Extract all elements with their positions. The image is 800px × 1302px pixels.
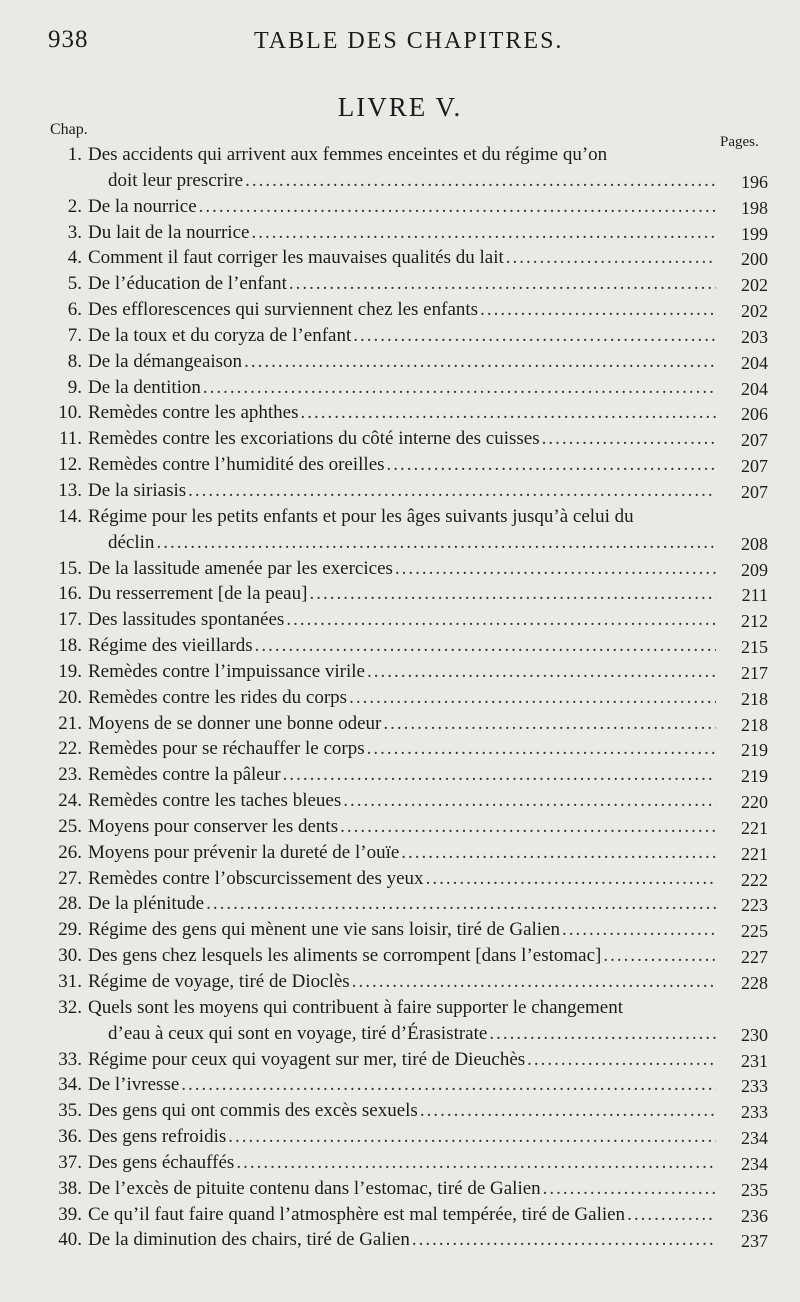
dot-leader xyxy=(188,478,716,504)
dot-leader xyxy=(420,1098,716,1124)
chapter-title: Remèdes contre les excoriations du côté interne des cuisses xyxy=(88,428,540,450)
dot-leader xyxy=(387,452,716,478)
toc-entry xyxy=(40,814,768,840)
dot-leader xyxy=(203,375,716,401)
toc-entry xyxy=(40,995,768,1047)
chapter-title-first-line: Des accidents qui arrivent aux femmes enceintes et du régime qu’on xyxy=(88,144,608,165)
toc-entry xyxy=(40,194,768,220)
pages-column-label: Pages. xyxy=(720,134,759,150)
dot-leader xyxy=(542,426,716,452)
page-reference: 211 xyxy=(741,585,768,606)
page-reference: 198 xyxy=(741,197,768,218)
chapter-title: Moyens pour prévenir la dureté de l’ouïe xyxy=(88,841,400,863)
toc-entry xyxy=(40,297,768,323)
chapter-title: De la toux et du coryza de l’enfant xyxy=(88,324,352,346)
toc-entry xyxy=(40,220,768,246)
running-head xyxy=(48,26,780,60)
chapter-title-first-line: Régime pour les petits enfants et pour les âges suivants jusqu’à celui du xyxy=(88,505,634,527)
chapter-title: De la démangeaison xyxy=(88,350,243,372)
dot-leader xyxy=(401,840,716,866)
chapter-title: De la siriasis xyxy=(88,479,187,501)
chapter-number: 17. xyxy=(58,609,82,631)
chapter-title: Remèdes contre la pâleur xyxy=(88,764,281,786)
chapter-number: 4. xyxy=(67,247,82,269)
toc-entry xyxy=(40,866,768,892)
page-reference: 222 xyxy=(741,869,768,890)
page-reference: 207 xyxy=(741,481,768,502)
toc-entry xyxy=(40,1176,768,1202)
dot-leader xyxy=(228,1124,716,1150)
page-reference: 228 xyxy=(741,973,768,993)
chapter-title: Régime de voyage, tiré de Dioclès xyxy=(88,971,350,992)
page-reference: 223 xyxy=(741,895,768,916)
toc-entry xyxy=(40,891,768,917)
chapter-title: déclin xyxy=(108,531,155,553)
page-reference: 236 xyxy=(741,1205,768,1226)
chapter-column-label: Chap. xyxy=(50,121,88,138)
chapter-number: 6. xyxy=(67,299,82,321)
chapter-number: 9. xyxy=(67,376,82,398)
chapter-title: doit leur prescrire xyxy=(108,169,244,191)
dot-leader xyxy=(562,917,716,943)
chapter-title: Des lassitudes spontanées xyxy=(88,609,285,631)
chapter-number: 2. xyxy=(67,195,82,217)
chapter-number: 16. xyxy=(58,583,82,605)
chapter-number: 34. xyxy=(58,1074,82,1096)
chapter-title: Régime des gens qui mènent une vie sans loisir, tiré de Galien xyxy=(88,919,561,941)
chapter-number: 7. xyxy=(67,324,82,346)
dot-leader xyxy=(603,943,716,969)
page-reference: 234 xyxy=(741,1153,768,1174)
page-reference: 220 xyxy=(741,792,768,813)
page-reference: 221 xyxy=(741,817,768,838)
dot-leader xyxy=(543,1176,716,1202)
page-reference: 206 xyxy=(741,404,768,425)
chapter-number: 38. xyxy=(58,1177,82,1199)
page-reference: 215 xyxy=(741,637,768,658)
dot-leader xyxy=(245,168,716,194)
page-reference: 235 xyxy=(741,1179,768,1200)
chapter-title-first-line: Quels sont les moyens qui contribuent à faire supporter le changement xyxy=(88,996,624,1018)
page-reference: 230 xyxy=(741,1024,768,1045)
dot-leader xyxy=(367,736,716,762)
dot-leader xyxy=(283,762,716,788)
page-reference: 234 xyxy=(741,1128,768,1149)
chapter-title: Remèdes pour se réchauffer le corps xyxy=(88,738,365,760)
toc-entry xyxy=(40,504,768,556)
chapter-number: 23. xyxy=(58,764,82,786)
dot-leader xyxy=(286,607,716,633)
dot-leader xyxy=(527,1047,716,1073)
chapter-number: 35. xyxy=(58,1100,82,1122)
page-reference: 218 xyxy=(741,714,768,735)
dot-leader xyxy=(489,1021,716,1047)
chapter-title: De la diminution des chairs, tiré de Galien xyxy=(88,1229,410,1251)
chapter-number: 10. xyxy=(58,402,82,424)
chapter-title: Moyens pour conserver les dents xyxy=(88,815,339,837)
chapter-number: 24. xyxy=(58,790,82,812)
chapter-title: Des gens échauffés xyxy=(88,1151,235,1173)
chapter-title: De la plénitude xyxy=(88,893,205,915)
chapter-title: De l’ivresse xyxy=(88,1074,180,1096)
page-reference: 237 xyxy=(741,1231,768,1252)
dot-leader xyxy=(206,891,716,917)
chapter-number: 1. xyxy=(67,144,82,165)
dot-leader xyxy=(343,788,716,814)
chapter-number: 5. xyxy=(67,273,82,295)
toc-entry xyxy=(40,840,768,866)
page-reference: 203 xyxy=(741,326,768,347)
chapter-title: Du resserrement [de la peau] xyxy=(88,583,308,605)
chapter-title: Remèdes contre les rides du corps xyxy=(88,686,348,708)
toc-entry xyxy=(40,1150,768,1176)
dot-leader xyxy=(255,633,716,659)
chapter-number: 3. xyxy=(67,221,82,243)
chapter-number: 19. xyxy=(58,660,82,682)
chapter-title: Des gens refroidis xyxy=(88,1126,227,1148)
chapter-title: Remèdes contre les aphthes xyxy=(88,402,299,424)
page-reference: 207 xyxy=(741,456,768,477)
page-reference: 204 xyxy=(741,378,768,399)
dot-leader xyxy=(383,711,716,737)
dot-leader xyxy=(199,194,716,220)
toc-entry xyxy=(40,1098,768,1124)
chapter-title: Remèdes contre les taches bleues xyxy=(88,790,342,812)
page-reference: 202 xyxy=(741,301,768,322)
chapter-number: 37. xyxy=(58,1151,82,1173)
toc-entry xyxy=(40,1047,768,1073)
chapter-number: 13. xyxy=(58,479,82,501)
toc-entry xyxy=(40,685,768,711)
toc-entry xyxy=(40,607,768,633)
toc-entry xyxy=(40,478,768,504)
chapter-number: 14. xyxy=(58,505,82,527)
toc-entry xyxy=(40,943,768,969)
page-reference: 212 xyxy=(741,611,768,632)
toc-entry xyxy=(40,323,768,349)
toc-entry xyxy=(40,556,768,582)
page-reference: 227 xyxy=(741,947,768,968)
chapter-number: 18. xyxy=(58,635,82,657)
toc-entry xyxy=(40,1124,768,1150)
toc-entry xyxy=(40,1202,768,1228)
toc-entry xyxy=(40,1072,768,1098)
chapter-title: Remèdes contre l’obscurcissement des yeux xyxy=(88,867,424,889)
toc-entry xyxy=(40,375,768,401)
chapter-title: Régime pour ceux qui voyagent sur mer, tiré de Dieuchès xyxy=(88,1048,526,1070)
toc-entry xyxy=(40,271,768,297)
book-heading: LIVRE V. xyxy=(337,92,463,122)
page-reference: 219 xyxy=(741,740,768,761)
toc-entry xyxy=(40,142,768,194)
dot-leader xyxy=(181,1072,716,1098)
toc-entry xyxy=(40,400,768,426)
dot-leader xyxy=(289,271,716,297)
page-number: 938 xyxy=(48,26,89,53)
page-reference: 196 xyxy=(741,171,768,192)
page-reference: 221 xyxy=(741,843,768,864)
chapter-number: 40. xyxy=(58,1229,82,1251)
toc-entry xyxy=(40,452,768,478)
chapter-title: Remèdes contre l’humidité des oreilles xyxy=(88,454,385,476)
dot-leader xyxy=(480,297,716,323)
chapter-title: De la dentition xyxy=(88,376,201,398)
chapter-title: De la lassitude amenée par les exercices xyxy=(88,557,393,579)
page-reference: 202 xyxy=(741,275,768,296)
chapter-number: 11. xyxy=(58,428,82,450)
dot-leader xyxy=(156,530,716,556)
chapter-number: 39. xyxy=(58,1203,82,1225)
dot-leader xyxy=(412,1227,716,1253)
page-reference: 209 xyxy=(741,559,768,580)
page-reference: 233 xyxy=(741,1076,768,1097)
chapter-number: 8. xyxy=(67,350,82,372)
dot-leader xyxy=(244,349,716,375)
dot-leader xyxy=(236,1150,716,1176)
chapter-number: 30. xyxy=(58,945,82,967)
dot-leader xyxy=(395,556,716,582)
page-reference: 208 xyxy=(741,533,768,554)
page-reference: 233 xyxy=(741,1102,768,1123)
dot-leader xyxy=(340,814,716,840)
chapter-number: 12. xyxy=(58,454,82,476)
chapter-number: 31. xyxy=(58,971,82,992)
toc-entry xyxy=(40,788,768,814)
toc-entry xyxy=(40,659,768,685)
chapter-title: De la nourrice xyxy=(88,195,197,217)
page-reference: 217 xyxy=(741,662,768,683)
chapter-title: Remèdes contre l’impuissance virile xyxy=(88,660,365,682)
page-reference: 219 xyxy=(741,766,768,787)
table-of-contents xyxy=(40,142,768,1253)
chapter-title: Des efflorescences qui surviennent chez les enfants xyxy=(88,299,479,321)
toc-entry xyxy=(40,633,768,659)
chapter-number: 27. xyxy=(58,867,82,889)
chapter-number: 33. xyxy=(58,1048,82,1070)
chapter-title: Régime des vieillards xyxy=(88,635,253,657)
dot-leader xyxy=(367,659,716,685)
chapter-number: 32. xyxy=(58,996,82,1018)
chapter-number: 22. xyxy=(58,738,82,760)
chapter-title: De l’excès de pituite contenu dans l’estomac, tiré de Galien xyxy=(88,1177,541,1199)
dot-leader xyxy=(627,1202,716,1228)
dot-leader xyxy=(352,969,716,995)
dot-leader xyxy=(251,220,716,246)
chapter-title: Des gens qui ont commis des excès sexuels xyxy=(88,1100,418,1122)
chapter-title: Des gens chez lesquels les aliments se corrompent [dans l’estomac] xyxy=(88,945,602,967)
chapter-title: Du lait de la nourrice xyxy=(88,221,250,243)
page-reference: 218 xyxy=(741,688,768,709)
dot-leader xyxy=(506,245,716,271)
toc-entry xyxy=(40,581,768,607)
chapter-number: 15. xyxy=(58,557,82,579)
chapter-number: 36. xyxy=(58,1126,82,1148)
page-reference: 204 xyxy=(741,352,768,373)
page-reference: 207 xyxy=(741,430,768,451)
chapter-title: Comment il faut corriger les mauvaises qualités du lait xyxy=(88,247,504,269)
toc-entry xyxy=(40,762,768,788)
dot-leader xyxy=(349,685,716,711)
chapter-title: De l’éducation de l’enfant xyxy=(88,273,287,295)
chapter-number: 20. xyxy=(58,686,82,708)
chapter-number: 28. xyxy=(58,893,82,915)
dot-leader xyxy=(309,581,716,607)
toc-entry xyxy=(40,969,768,995)
page-reference: 199 xyxy=(741,223,768,244)
chapter-title: d’eau à ceux qui sont en voyage, tiré d’Érasistrate xyxy=(108,1022,488,1044)
chapter-number: 25. xyxy=(58,815,82,837)
dot-leader xyxy=(301,400,716,426)
dot-leader xyxy=(426,866,716,892)
running-title: TABLE DES CHAPITRES. xyxy=(254,28,564,54)
chapter-number: 29. xyxy=(58,919,82,941)
toc-entry xyxy=(40,711,768,737)
page-reference: 200 xyxy=(741,249,768,270)
toc-entry xyxy=(40,917,768,943)
toc-entry xyxy=(40,349,768,375)
toc-entry xyxy=(40,426,768,452)
toc-entry xyxy=(40,736,768,762)
chapter-number: 21. xyxy=(58,712,82,734)
dot-leader xyxy=(353,323,716,349)
toc-entry xyxy=(40,245,768,271)
chapter-title: Ce qu’il faut faire quand l’atmosphère est mal tempérée, tiré de Galien xyxy=(88,1203,626,1225)
page-reference: 231 xyxy=(741,1050,768,1071)
page-reference: 225 xyxy=(741,921,768,942)
chapter-title: Moyens de se donner une bonne odeur xyxy=(88,712,382,734)
toc-entry xyxy=(40,1227,768,1253)
chapter-number: 26. xyxy=(58,841,82,863)
